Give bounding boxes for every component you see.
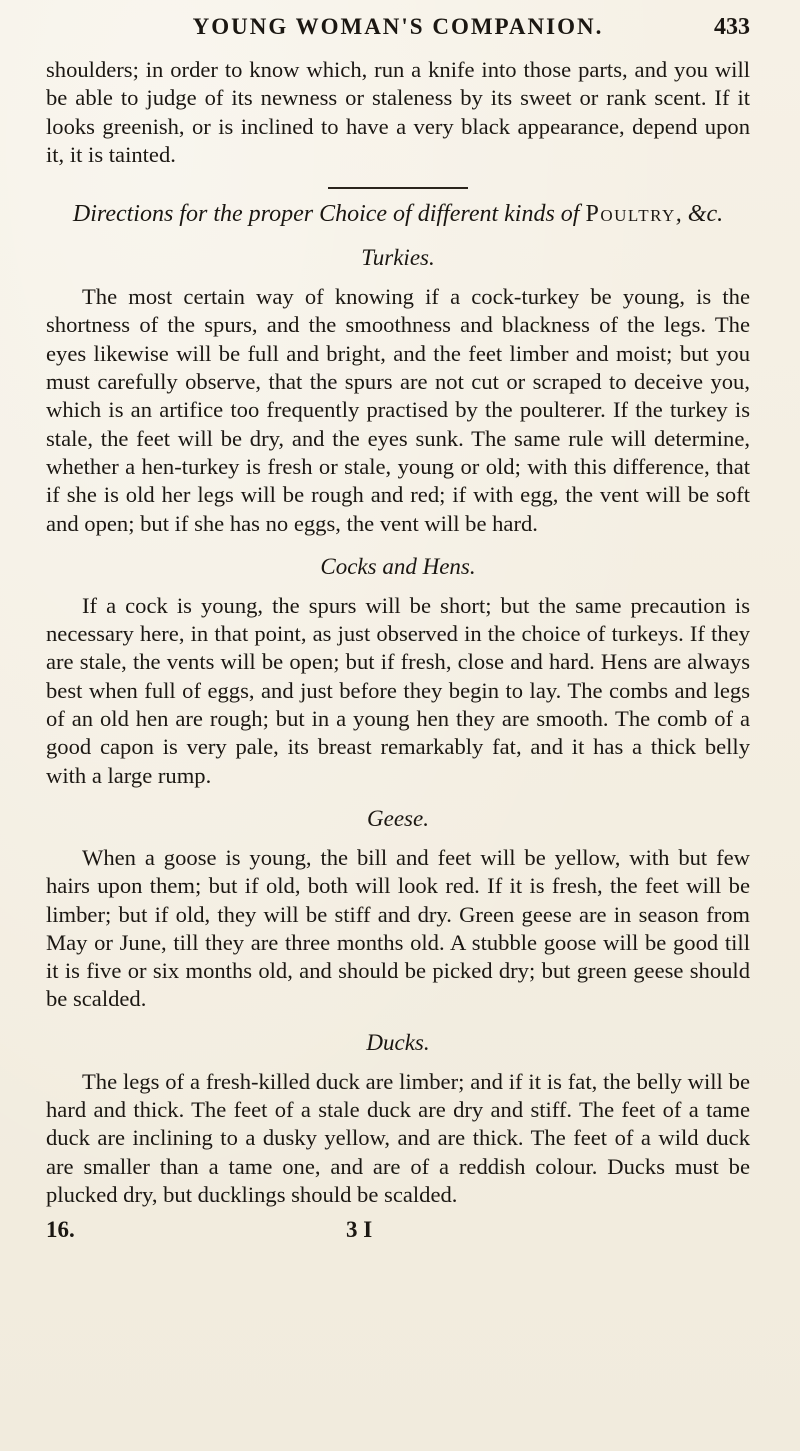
page-number: 433 bbox=[714, 14, 750, 40]
intro-paragraph: shoulders; in order to know which, run a knife into those parts, and you will be able to judge of its newness or staleness by its sweet or rank scent. If it looks greenish, or is inclined to have a very black appearance, depend upon it, it is tainted. bbox=[46, 57, 750, 167]
subheading-cocks-and-hens: Cocks and Hens. bbox=[320, 553, 476, 579]
subheading-turkies: Turkies. bbox=[361, 245, 435, 271]
section-heading-suffix: , &c. bbox=[675, 201, 724, 228]
section-heading-smallcaps: Poultry bbox=[585, 201, 676, 228]
page-header bbox=[46, 14, 750, 56]
section-divider bbox=[328, 187, 468, 189]
section-heading bbox=[46, 199, 750, 229]
subheading-ducks: Ducks. bbox=[366, 1029, 430, 1055]
folio-number: 16. bbox=[46, 1217, 75, 1243]
signature-mark: 3 I bbox=[346, 1217, 373, 1243]
subheading-geese: Geese. bbox=[367, 805, 429, 831]
paragraph-ducks: The legs of a fresh-killed duck are limber; and if it is fat, the belly will be hard and thick. The feet of a stale duck are dry and stiff. The feet of a tame duck are inclining to a dusky yellow, and are thick. The feet of a wild duck are smaller than a tame one, and are of a reddish colour. Ducks must be plucked dry, but ducklings should be scalded. bbox=[46, 1068, 750, 1207]
page-footer bbox=[46, 1217, 750, 1243]
running-title: YOUNG WOMAN'S COMPANION. bbox=[192, 14, 604, 39]
paragraph-turkies: The most certain way of knowing if a cock-turkey be young, is the shortness of the spurs, and the smoothness and blackness of the legs. The eyes likewise will be full and bright, and the feet limber and moist; but you must carefully observe, that the spurs are not cut or scraped to deceive you, which is an artifice too frequently practised by the poulterer. If the turkey is stale, the feet will be dry, and the eyes sunk. The same rule will determine, whether a hen-turkey is fresh or stale, young or old; with this difference, that if she is old her legs will be rough and red; if with egg, the vent will be soft and open; but if she has no eggs, the vent will be hard. bbox=[46, 284, 750, 536]
paragraph-geese: When a goose is young, the bill and feet will be yellow, with but few hairs upon them; but if old, both will look red. If it is fresh, the feet will be limber; but if old, they will be stiff and dry. Green geese are in season from May or June, till they are three months old. A stubble goose will be good till it is five or six months old, and should be picked dry; but green geese should be scalded. bbox=[46, 844, 750, 1012]
paragraph-cocks-and-hens: If a cock is young, the spurs will be short; but the same precaution is necessary here, in that point, as just observed in the choice of turkeys. If they are stale, the vents will be open; but if fresh, close and hard. Hens are always best when full of eggs, and just before they begin to lay. The combs and legs of an old hen are rough; but in a young hen they are smooth. The comb of a good capon is very pale, its breast remarkably fat, and it has a thick belly with a large rump. bbox=[46, 592, 750, 788]
section-heading-prefix: Directions for the proper Choice of different kinds of bbox=[72, 201, 580, 228]
